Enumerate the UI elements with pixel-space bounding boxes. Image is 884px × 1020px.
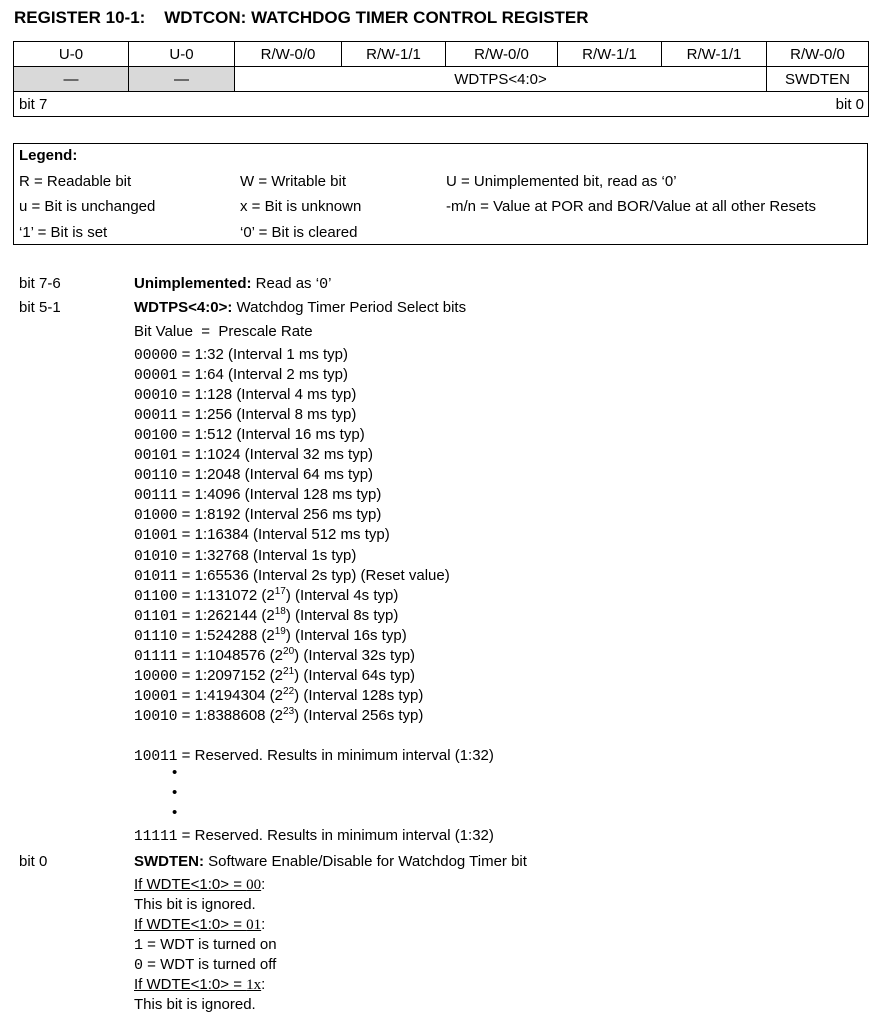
prescale-text: ) (Interval 256s typ): [294, 706, 424, 724]
prescale-text: = 1:8388608 (2: [177, 706, 284, 724]
legend-por-bor: -m/n = Value at POR and BOR/Value at all other Resets: [446, 198, 817, 215]
bit76-desc-post: ’: [328, 275, 332, 292]
prescale-code: 10010: [134, 708, 178, 725]
prescale-text: = 1:512 (Interval 16 ms typ): [177, 426, 365, 444]
cond-colon: :: [261, 916, 266, 933]
bit-low-label: bit 0: [446, 92, 869, 117]
prescale-row: [134, 687, 423, 705]
prescale-text: = 1:64 (Interval 2 ms typ): [177, 366, 349, 384]
legend-writable: W = Writable bit: [240, 173, 347, 190]
access-bit5: R/W-0/0: [235, 42, 342, 67]
reserved-text: = Reserved. Results in minimum interval (1:32): [177, 827, 494, 844]
on-text: = WDT is turned on: [143, 936, 277, 953]
prescale-row: [134, 486, 381, 504]
prescale-text: = 1:262144 (2: [177, 606, 275, 624]
reserved-last: [134, 827, 494, 845]
bit76-desc-pre: Read as ‘: [251, 275, 320, 292]
swdten-ignored-2: This bit is ignored.: [134, 996, 256, 1013]
reserved-code: 10011: [134, 749, 178, 765]
prescale-exponent: 18: [274, 605, 286, 617]
cond-text: If WDTE<1:0> =: [134, 916, 247, 933]
prescale-text: = 1:4194304 (2: [177, 686, 284, 704]
prescale-row: [134, 466, 373, 484]
bit-range-row: [14, 92, 869, 117]
legend-set: ‘1’ = Bit is set: [19, 224, 108, 241]
prescale-text: = 1:524288 (2: [177, 626, 275, 644]
prescale-code: 01000: [134, 508, 178, 525]
swdten-on: [134, 936, 277, 954]
access-bit0: R/W-0/0: [767, 42, 869, 67]
prescale-text: = 1:4096 (Interval 128 ms typ): [177, 486, 382, 504]
off-text: = WDT is turned off: [143, 956, 277, 973]
bit0-label: bit 0: [19, 853, 48, 870]
prescale-code: 01100: [134, 588, 178, 605]
bit51-name: WDTPS<4:0>:: [134, 299, 233, 316]
ellipsis-dot: •: [172, 804, 178, 821]
prescale-row: [134, 587, 398, 605]
cond-value: 1x: [246, 977, 262, 993]
prescale-text: ) (Interval 16s typ): [285, 626, 407, 644]
register-title: REGISTER 10-1: WDTCON: WATCHDOG TIMER CONTROL REGISTER: [14, 8, 589, 27]
prescale-exponent: 19: [274, 625, 286, 637]
prescale-row: [134, 506, 381, 524]
prescale-text: = 1:128 (Interval 4 ms typ): [177, 386, 357, 404]
cond-text: If WDTE<1:0> =: [134, 976, 247, 993]
legend-unchanged: u = Bit is unchanged: [19, 198, 156, 215]
bit76-name: Unimplemented:: [134, 275, 252, 292]
reserved-code: 11111: [134, 829, 178, 845]
swdten-condition-00: [134, 876, 265, 894]
prescale-text: = 1:1024 (Interval 32 ms typ): [177, 446, 374, 464]
ellipsis-dot: •: [172, 764, 178, 781]
bit76-label: bit 7-6: [19, 275, 61, 292]
bit0-description: [134, 853, 527, 870]
prescale-code: 00010: [134, 388, 178, 405]
bit76-desc-value: 0: [319, 276, 329, 293]
cond-colon: :: [261, 976, 266, 993]
prescale-text: ) (Interval 32s typ): [294, 646, 416, 664]
prescale-row: [134, 667, 415, 685]
prescale-code: 00000: [134, 348, 178, 364]
prescale-code: 01010: [134, 548, 178, 565]
access-bit1: R/W-1/1: [662, 42, 767, 67]
prescale-row: [134, 567, 450, 585]
prescale-text: = 1:2048 (Interval 64 ms typ): [177, 466, 374, 484]
bit51-label: bit 5-1: [19, 299, 61, 316]
prescale-row: [134, 707, 423, 725]
prescale-text: = 1:32768 (Interval 1s typ): [177, 546, 357, 564]
reserved-text: = Reserved. Results in minimum interval (1:32): [177, 747, 494, 764]
name-row: [14, 67, 869, 92]
prescale-exponent: 22: [283, 685, 295, 697]
prescale-text: = 1:65536 (Interval 2s typ) (Reset value): [177, 566, 450, 584]
bit6-name: —: [129, 67, 235, 92]
prescale-text: ) (Interval 128s typ): [294, 686, 424, 704]
prescale-text: = 1:8192 (Interval 256 ms typ): [177, 506, 382, 524]
prescale-row: [134, 627, 407, 645]
prescale-text: = 1:1048576 (2: [177, 646, 284, 664]
wdtps-field-name: WDTPS<4:0>: [235, 67, 767, 92]
prescale-row: [134, 406, 356, 424]
swdten-condition-1x: [134, 976, 265, 994]
reserved-first: [134, 747, 494, 765]
prescale-code: 00110: [134, 468, 178, 485]
prescale-row: [134, 346, 348, 364]
prescale-row: [134, 386, 356, 404]
off-code: 0: [134, 957, 144, 974]
prescale-code: 01101: [134, 608, 178, 625]
prescale-header: Bit Value = Prescale Rate: [134, 323, 313, 340]
cond-value: 01: [246, 917, 262, 933]
legend-title: Legend:: [19, 147, 78, 164]
bit0-name: SWDTEN:: [134, 853, 204, 870]
on-code: 1: [134, 937, 144, 954]
prescale-row: [134, 366, 348, 384]
prescale-text: = 1:32 (Interval 1 ms typ): [177, 346, 349, 363]
swdten-condition-01: [134, 916, 265, 934]
prescale-text: ) (Interval 64s typ): [294, 666, 416, 684]
bit51-desc: Watchdog Timer Period Select bits: [232, 299, 467, 316]
access-bit4: R/W-1/1: [342, 42, 446, 67]
prescale-code: 01001: [134, 528, 178, 545]
prescale-code: 00111: [134, 488, 178, 505]
prescale-code: 10001: [134, 688, 178, 705]
legend-unknown: x = Bit is unknown: [240, 198, 362, 215]
access-bit7: U-0: [14, 42, 129, 67]
prescale-row: [134, 426, 365, 444]
prescale-row: [134, 607, 398, 625]
legend-box: [13, 143, 868, 245]
prescale-text: ) (Interval 4s typ): [285, 586, 399, 604]
ellipsis-dot: •: [172, 784, 178, 801]
prescale-text: = 1:256 (Interval 8 ms typ): [177, 406, 357, 424]
prescale-exponent: 21: [283, 665, 295, 677]
bit51-description: [134, 299, 466, 316]
cond-colon: :: [261, 876, 266, 893]
prescale-code: 00011: [134, 408, 178, 425]
prescale-row: [134, 526, 390, 544]
bit0-desc: Software Enable/Disable for Watchdog Timer bit: [204, 853, 527, 870]
bit-high-label: bit 7: [14, 92, 446, 117]
prescale-code: 10000: [134, 668, 178, 685]
prescale-row: [134, 647, 415, 665]
prescale-code: 01111: [134, 648, 178, 665]
legend-cleared: ‘0’ = Bit is cleared: [240, 224, 358, 241]
prescale-exponent: 23: [283, 705, 295, 717]
bit76-description: [134, 275, 331, 293]
cond-text: If WDTE<1:0> =: [134, 876, 247, 893]
register-bit-table: [13, 41, 869, 117]
legend-unimplemented: U = Unimplemented bit, read as ‘0’: [446, 173, 677, 190]
prescale-text: ) (Interval 8s typ): [285, 606, 399, 624]
access-bit6: U-0: [129, 42, 235, 67]
prescale-code: 00100: [134, 428, 178, 445]
prescale-code: 01110: [134, 628, 178, 645]
prescale-row: [134, 547, 356, 565]
swdten-field-name: SWDTEN: [767, 67, 869, 92]
swdten-off: [134, 956, 276, 974]
prescale-code: 01011: [134, 568, 178, 585]
legend-readable: R = Readable bit: [19, 173, 132, 190]
prescale-code: 00101: [134, 448, 178, 465]
prescale-text: = 1:16384 (Interval 512 ms typ): [177, 526, 390, 544]
cond-value: 00: [246, 877, 262, 893]
bit7-name: —: [14, 67, 129, 92]
prescale-exponent: 20: [283, 645, 295, 657]
prescale-text: = 1:2097152 (2: [177, 666, 284, 684]
access-row: [14, 42, 869, 67]
access-bit2: R/W-1/1: [558, 42, 662, 67]
access-bit3: R/W-0/0: [446, 42, 558, 67]
prescale-code: 00001: [134, 368, 178, 385]
prescale-text: = 1:131072 (2: [177, 586, 275, 604]
prescale-exponent: 17: [274, 585, 286, 597]
swdten-ignored-1: This bit is ignored.: [134, 896, 256, 913]
prescale-row: [134, 446, 373, 464]
